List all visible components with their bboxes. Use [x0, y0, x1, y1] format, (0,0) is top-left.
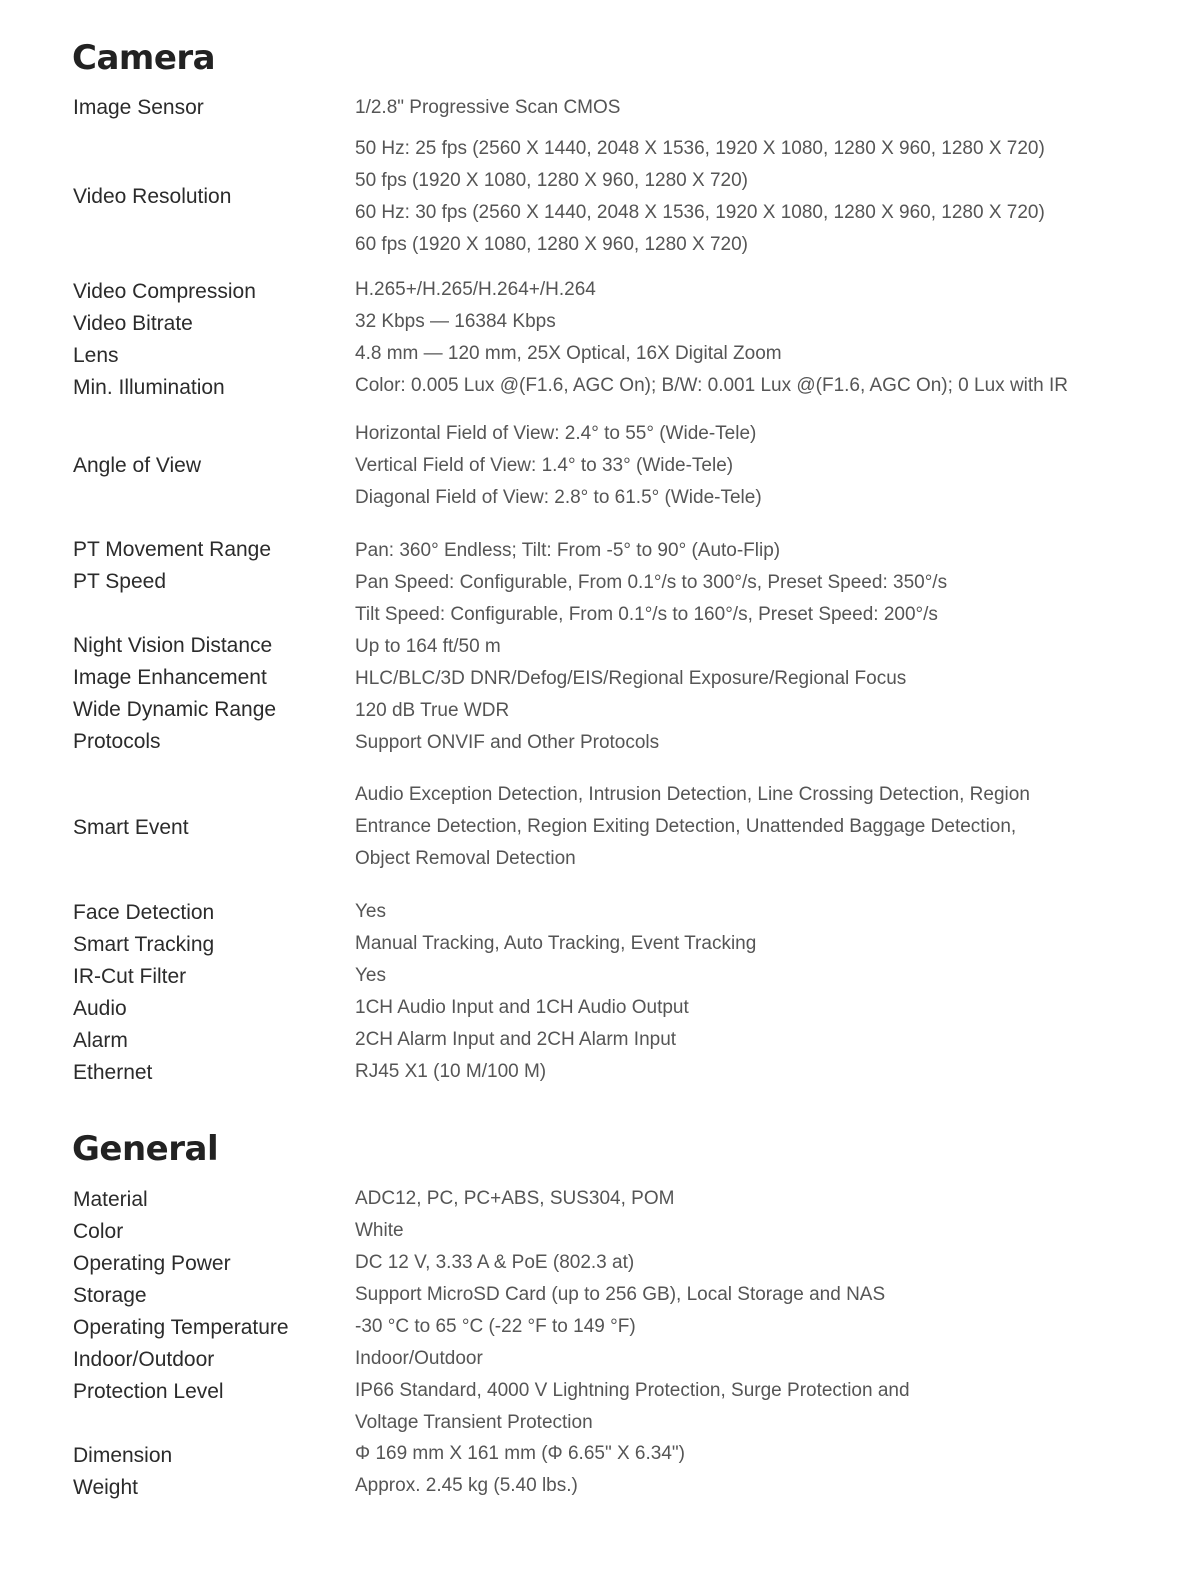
weight-value: Approx. 2.45 kg (5.40 lbs.): [355, 1475, 578, 1496]
night-vision-distance-value: Up to 164 ft/50 m: [355, 636, 501, 657]
angle-of-view-line: Diagonal Field of View: 2.8° to 61.5° (Wide-Tele): [355, 487, 762, 508]
protection-level-label: Protection Level: [73, 1380, 224, 1403]
video-resolution-label: Video Resolution: [73, 185, 232, 208]
video-bitrate-label: Video Bitrate: [73, 312, 193, 335]
indoor-outdoor-label: Indoor/Outdoor: [73, 1348, 215, 1371]
pt-movement-range-label: PT Movement Range: [73, 538, 272, 561]
angle-of-view-line: Vertical Field of View: 1.4° to 33° (Wide-Tele): [355, 455, 734, 476]
smart-event-line: Entrance Detection, Region Exiting Detection, Unattended Baggage Detection,: [355, 816, 1017, 837]
video-compression-value: H.265+/H.265/H.264+/H.264: [355, 279, 596, 300]
pt-speed-label: PT Speed: [73, 570, 167, 593]
min-illumination-value: Color: 0.005 Lux @(F1.6, AGC On); B/W: 0.001 Lux @(F1.6, AGC On); 0 Lux with IR: [355, 375, 1069, 396]
lens-value: 4.8 mm — 120 mm, 25X Optical, 16X Digital Zoom: [355, 343, 782, 364]
video-resolution-value: [355, 133, 1115, 261]
protocols-label: Protocols: [73, 730, 161, 753]
wide-dynamic-range-value: 120 dB True WDR: [355, 700, 510, 721]
video-bitrate-value: 32 Kbps — 16384 Kbps: [355, 311, 556, 332]
smart-tracking-value: Manual Tracking, Auto Tracking, Event Tracking: [355, 933, 757, 954]
face-detection-value: Yes: [355, 901, 386, 922]
storage-value: Support MicroSD Card (up to 256 GB), Local Storage and NAS: [355, 1284, 886, 1305]
camera-section-heading: Camera: [72, 38, 216, 78]
dimension-value: Φ 169 mm X 161 mm (Φ 6.65" X 6.34"): [355, 1443, 685, 1464]
protection-level-line: Voltage Transient Protection: [355, 1412, 593, 1433]
image-enhancement-label: Image Enhancement: [73, 666, 267, 689]
material-value: ADC12, PC, PC+ABS, SUS304, POM: [355, 1188, 675, 1209]
material-label: Material: [73, 1188, 148, 1211]
weight-label: Weight: [73, 1476, 138, 1499]
night-vision-distance-label: Night Vision Distance: [73, 634, 273, 657]
indoor-outdoor-value: Indoor/Outdoor: [355, 1348, 483, 1369]
angle-of-view-label: Angle of View: [73, 454, 202, 477]
ethernet-value: RJ45 X1 (10 M/100 M): [355, 1061, 547, 1082]
video-compression-label: Video Compression: [73, 280, 256, 303]
smart-tracking-label: Smart Tracking: [73, 933, 215, 956]
video-resolution-line: 60 fps (1920 X 1080, 1280 X 960, 1280 X 720): [355, 234, 748, 255]
smart-event-value: [355, 779, 1115, 875]
face-detection-label: Face Detection: [73, 901, 215, 924]
audio-value: 1CH Audio Input and 1CH Audio Output: [355, 997, 689, 1018]
smart-event-line: Audio Exception Detection, Intrusion Detection, Line Crossing Detection, Region: [355, 784, 1030, 805]
color-label: Color: [73, 1220, 124, 1243]
ir-cut-filter-label: IR-Cut Filter: [73, 965, 187, 988]
video-resolution-line: 60 Hz: 30 fps (2560 X 1440, 2048 X 1536, 1920 X 1080, 1280 X 960, 1280 X 720): [355, 202, 1045, 223]
protocols-value: Support ONVIF and Other Protocols: [355, 732, 660, 753]
lens-label: Lens: [73, 344, 119, 367]
angle-of-view-value: [355, 418, 1115, 514]
protection-level-line: IP66 Standard, 4000 V Lightning Protection, Surge Protection and: [355, 1380, 910, 1401]
general-section-heading: General: [72, 1129, 219, 1169]
wide-dynamic-range-label: Wide Dynamic Range: [73, 698, 277, 721]
smart-event-label: Smart Event: [73, 816, 189, 839]
alarm-label: Alarm: [73, 1029, 128, 1052]
protection-level-value: [355, 1375, 1115, 1439]
pt-speed-line: Tilt Speed: Configurable, From 0.1°/s to 160°/s, Preset Speed: 200°/s: [355, 604, 938, 625]
alarm-value: 2CH Alarm Input and 2CH Alarm Input: [355, 1029, 677, 1050]
pt-movement-range-value: Pan: 360° Endless; Tilt: From -5° to 90° (Auto-Flip): [355, 540, 781, 561]
ir-cut-filter-value: Yes: [355, 965, 386, 986]
operating-power-value: DC 12 V, 3.33 A & PoE (802.3 at): [355, 1252, 635, 1273]
operating-power-label: Operating Power: [73, 1252, 231, 1275]
ethernet-label: Ethernet: [73, 1061, 153, 1084]
angle-of-view-line: Horizontal Field of View: 2.4° to 55° (Wide-Tele): [355, 423, 757, 444]
min-illumination-label: Min. Illumination: [73, 376, 225, 399]
operating-temperature-value: -30 °C to 65 °C (-22 °F to 149 °F): [355, 1316, 636, 1337]
pt-speed-line: Pan Speed: Configurable, From 0.1°/s to 300°/s, Preset Speed: 350°/s: [355, 572, 948, 593]
audio-label: Audio: [73, 997, 127, 1020]
image-sensor-value: 1/2.8" Progressive Scan CMOS: [355, 97, 621, 118]
color-value: White: [355, 1220, 404, 1241]
pt-speed-value: [355, 567, 1115, 631]
operating-temperature-label: Operating Temperature: [73, 1316, 289, 1339]
image-sensor-label: Image Sensor: [73, 96, 204, 119]
video-resolution-line: 50 fps (1920 X 1080, 1280 X 960, 1280 X 720): [355, 170, 748, 191]
smart-event-line: Object Removal Detection: [355, 848, 576, 869]
dimension-label: Dimension: [73, 1444, 173, 1467]
video-resolution-line: 50 Hz: 25 fps (2560 X 1440, 2048 X 1536, 1920 X 1080, 1280 X 960, 1280 X 720): [355, 138, 1045, 159]
image-enhancement-value: HLC/BLC/3D DNR/Defog/EIS/Regional Exposure/Regional Focus: [355, 668, 907, 689]
storage-label: Storage: [73, 1284, 147, 1307]
